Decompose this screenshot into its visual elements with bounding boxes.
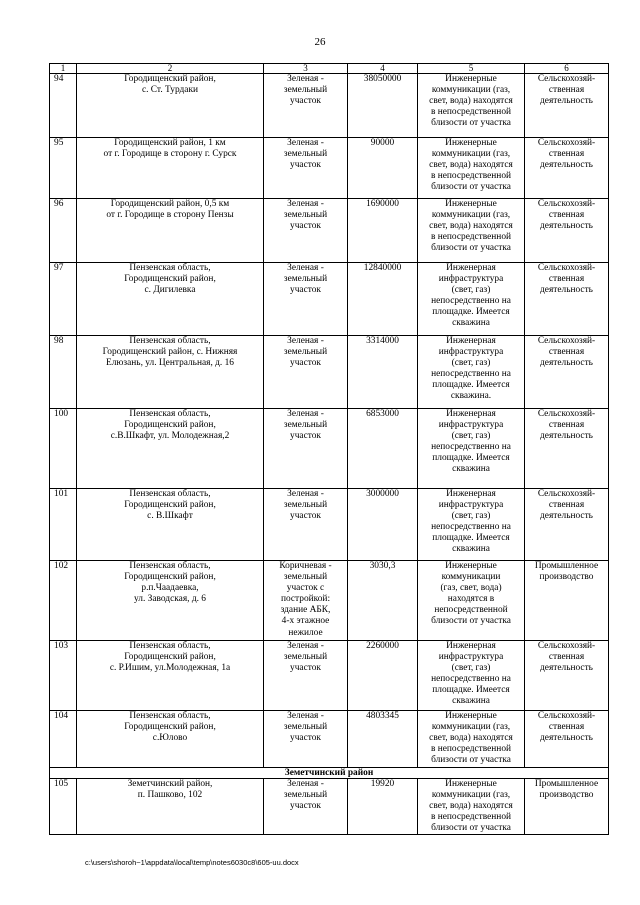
location-cell: Пензенская область, Городищенский район, р.п.Чаадаевка, ул. Заводская, д. 6 bbox=[77, 561, 264, 641]
purpose-cell: Промышленное производство bbox=[525, 779, 609, 835]
plot-type-cell: Зеленая - земельный участок bbox=[264, 711, 348, 768]
row-number-cell: 104 bbox=[50, 711, 77, 768]
purpose-cell: Промышленное производство bbox=[525, 561, 609, 641]
table-header-row bbox=[50, 64, 609, 74]
purpose-cell: Сельскохозяй- ственная деятельность bbox=[525, 409, 609, 489]
area-cell: 2260000 bbox=[348, 641, 418, 711]
purpose-cell: Сельскохозяй- ственная деятельность bbox=[525, 138, 609, 199]
table-row bbox=[50, 641, 609, 711]
infrastructure-cell: Инженерные коммуникации (газ, свет, вода) находятся в непосредственной близости от участка bbox=[418, 199, 525, 263]
area-cell: 1690000 bbox=[348, 199, 418, 263]
column-header: 3 bbox=[264, 64, 348, 74]
purpose-cell: Сельскохозяй- ственная деятельность bbox=[525, 336, 609, 409]
location-cell: Пензенская область, Городищенский район, с. Дигилевка bbox=[77, 263, 264, 336]
row-number-cell: 98 bbox=[50, 336, 77, 409]
column-header: 1 bbox=[50, 64, 77, 74]
purpose-cell: Сельскохозяй- ственная деятельность bbox=[525, 263, 609, 336]
purpose-cell: Сельскохозяй- ственная деятельность bbox=[525, 489, 609, 561]
infrastructure-cell: Инженерная инфраструктура (свет, газ) непосредственно на площадке. Имеется скважина bbox=[418, 263, 525, 336]
location-cell: Земетчинский район, п. Пашково, 102 bbox=[77, 779, 264, 835]
table-row bbox=[50, 779, 609, 835]
plot-type-cell: Зеленая - земельный участок bbox=[264, 489, 348, 561]
area-cell: 12840000 bbox=[348, 263, 418, 336]
column-header: 6 bbox=[525, 64, 609, 74]
purpose-cell: Сельскохозяй- ственная деятельность bbox=[525, 74, 609, 138]
page-number: 26 bbox=[314, 36, 326, 48]
area-cell: 3030,3 bbox=[348, 561, 418, 641]
infrastructure-cell: Инженерные коммуникации (газ, свет, вода) находятся в непосредственной близости от участка bbox=[418, 138, 525, 199]
infrastructure-cell: Инженерная инфраструктура (свет, газ) непосредственно на площадке. Имеется скважина bbox=[418, 409, 525, 489]
column-header: 2 bbox=[77, 64, 264, 74]
table-row bbox=[50, 711, 609, 768]
row-number-cell: 95 bbox=[50, 138, 77, 199]
row-number-cell: 96 bbox=[50, 199, 77, 263]
location-cell: Городищенский район, 0,5 км от г. Городище в сторону Пензы bbox=[77, 199, 264, 263]
sites-table bbox=[49, 63, 609, 835]
plot-type-cell: Зеленая - земельный участок bbox=[264, 199, 348, 263]
plot-type-cell: Зеленая - земельный участок bbox=[264, 779, 348, 835]
area-cell: 90000 bbox=[348, 138, 418, 199]
table-row bbox=[50, 561, 609, 641]
plot-type-cell: Зеленая - земельный участок bbox=[264, 336, 348, 409]
location-cell: Пензенская область, Городищенский район, с.Юлово bbox=[77, 711, 264, 768]
area-cell: 4803345 bbox=[348, 711, 418, 768]
location-cell: Пензенская область, Городищенский район, с.В.Шкафт, ул. Молодежная,2 bbox=[77, 409, 264, 489]
row-number-cell: 105 bbox=[50, 779, 77, 835]
purpose-cell: Сельскохозяй- ственная деятельность bbox=[525, 641, 609, 711]
plot-type-cell: Коричневая - земельный участок с постройкой: здание АБК, 4-х этажное нежилое bbox=[264, 561, 348, 641]
row-number-cell: 103 bbox=[50, 641, 77, 711]
row-number-cell: 94 bbox=[50, 74, 77, 138]
infrastructure-cell: Инженерные коммуникации (газ, свет, вода) находятся в непосредственной близости от участка bbox=[418, 561, 525, 641]
column-header: 5 bbox=[418, 64, 525, 74]
section-header-row bbox=[50, 768, 609, 779]
plot-type-cell: Зеленая - земельный участок bbox=[264, 263, 348, 336]
area-cell: 3314000 bbox=[348, 336, 418, 409]
plot-type-cell: Зеленая - земельный участок bbox=[264, 409, 348, 489]
purpose-cell: Сельскохозяй- ственная деятельность bbox=[525, 711, 609, 768]
infrastructure-cell: Инженерные коммуникации (газ, свет, вода) находятся в непосредственной близости от участка bbox=[418, 74, 525, 138]
row-number-cell: 100 bbox=[50, 409, 77, 489]
table-row bbox=[50, 138, 609, 199]
section-title: Земетчинский район bbox=[50, 768, 609, 779]
location-cell: Пензенская область, Городищенский район, с. Нижняя Елюзань, ул. Центральная, д. 16 bbox=[77, 336, 264, 409]
infrastructure-cell: Инженерная инфраструктура (свет, газ) непосредственно на площадке. Имеется скважина bbox=[418, 641, 525, 711]
location-cell: Городищенский район, с. Ст. Турдаки bbox=[77, 74, 264, 138]
infrastructure-cell: Инженерные коммуникации (газ, свет, вода) находятся в непосредственной близости от участка bbox=[418, 779, 525, 835]
purpose-cell: Сельскохозяй- ственная деятельность bbox=[525, 199, 609, 263]
infrastructure-cell: Инженерная инфраструктура (свет, газ) непосредственно на площадке. Имеется скважина. bbox=[418, 336, 525, 409]
table-row bbox=[50, 199, 609, 263]
table-row bbox=[50, 336, 609, 409]
row-number-cell: 101 bbox=[50, 489, 77, 561]
row-number-cell: 97 bbox=[50, 263, 77, 336]
table-row bbox=[50, 263, 609, 336]
table-row bbox=[50, 489, 609, 561]
table-row bbox=[50, 409, 609, 489]
area-cell: 3000000 bbox=[348, 489, 418, 561]
location-cell: Пензенская область, Городищенский район, с. Р.Ишим, ул.Молодежная, 1а bbox=[77, 641, 264, 711]
table-row bbox=[50, 74, 609, 138]
infrastructure-cell: Инженерные коммуникации (газ, свет, вода) находятся в непосредственной близости от участка bbox=[418, 711, 525, 768]
area-cell: 6853000 bbox=[348, 409, 418, 489]
footer-file-path: c:\users\shoroh~1\appdata\local\temp\notes6030c8\605-uu.docx bbox=[85, 858, 299, 867]
plot-type-cell: Зеленая - земельный участок bbox=[264, 138, 348, 199]
location-cell: Пензенская область, Городищенский район, с. В.Шкафт bbox=[77, 489, 264, 561]
plot-type-cell: Зеленая - земельный участок bbox=[264, 74, 348, 138]
location-cell: Городищенский район, 1 км от г. Городище в сторону г. Сурск bbox=[77, 138, 264, 199]
area-cell: 19920 bbox=[348, 779, 418, 835]
row-number-cell: 102 bbox=[50, 561, 77, 641]
plot-type-cell: Зеленая - земельный участок bbox=[264, 641, 348, 711]
column-header: 4 bbox=[348, 64, 418, 74]
area-cell: 38050000 bbox=[348, 74, 418, 138]
infrastructure-cell: Инженерная инфраструктура (свет, газ) непосредственно на площадке. Имеется скважина bbox=[418, 489, 525, 561]
